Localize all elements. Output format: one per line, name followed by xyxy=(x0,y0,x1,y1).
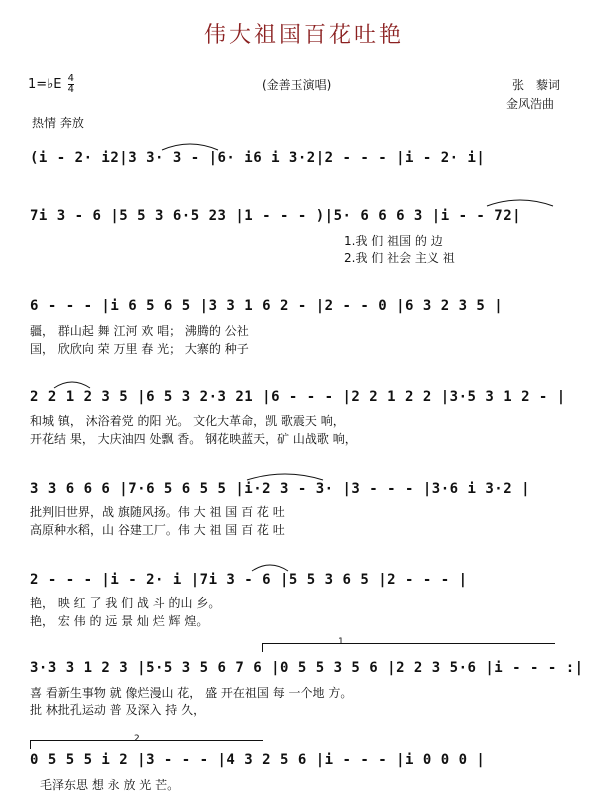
notation-system-8: 0 5 5 5 i 2 |3 - - - |4 3 2 5 6 |i - - - |i 0 0 0 | xyxy=(30,752,486,768)
lyric-line-1: 喜 看新生事物 就 像烂漫山 花， 盛 开在祖国 每 一个地 方。 xyxy=(30,686,353,700)
notation-system-2: 7i 3 - 6 |5 5 3 6·5 23 |1 - - - )|5· 6 6 6 3 |i - - 72| xyxy=(30,208,522,224)
key-signature xyxy=(28,74,74,95)
lyric-line-2: 艳， 宏 伟 的 远 景 灿 烂 辉 煌。 xyxy=(30,614,209,628)
slur-mark xyxy=(250,561,290,573)
singer-credit: (金善玉演唱) xyxy=(262,78,332,92)
lyric-line-1: 毛泽东思 想 永 放 光 芒。 xyxy=(40,778,180,792)
lyric-line-1: 和城 镇， 沐浴着党 的阳 光。 文化大革命，凯 歌震天 响， xyxy=(30,414,345,428)
lyric-line-1: 疆， 群山起 舞 江河 欢 唱； 沸腾的 公社 xyxy=(30,324,249,338)
song-title: 伟大祖国百花吐艳 xyxy=(203,23,404,48)
notation-system-6: 2 - - - |i - 2· i |7i 3 - 6 |5 5 3 6 5 |2 - - - | xyxy=(30,572,468,588)
slur-mark xyxy=(245,470,325,482)
first-ending-bracket xyxy=(262,643,555,652)
slur-mark xyxy=(52,378,92,390)
tempo-marking: 热情 奔放 xyxy=(32,116,84,130)
lyric-line-2: 开花结 果， 大庆油四 处飘 香。 钢花映蓝天，矿 山战歌 响， xyxy=(30,432,357,446)
slur-mark xyxy=(485,196,555,208)
slur-mark xyxy=(160,140,220,152)
lyric-line-1: 批判旧世界，战 旗随风扬。伟 大 祖 国 百 花 吐 xyxy=(30,505,285,519)
notation-system-1: (i - 2· i2|3 3· 3 - |6· i6 i 3·2|2 - - - |i - 2· i| xyxy=(30,150,486,166)
second-ending-number: 2 xyxy=(134,734,140,744)
notation-system-5: 3 3 6 6 6 |7·6 5 6 5 5 |i·2 3 - 3· |3 - - - |3·6 i 3·2 | xyxy=(30,481,531,497)
lyric-line-1: 艳， 映 红 了 我 们 战 斗 的山 乡。 xyxy=(30,596,221,610)
composer-credit: 金风浩曲 xyxy=(506,97,555,111)
notation-system-3: 6 - - - |i 6 5 6 5 |3 3 1 6 2 - |2 - - 0 |6 3 2 3 5 | xyxy=(30,298,504,314)
notation-system-4: 2 2 1 2 3 5 |6 5 3 2·3 21 |6 - - - |2 2 1 2 2 |3·5 3 1 2 - | xyxy=(30,389,566,405)
lyric-line-2: 批 林批孔运动 普 及深入 持 久， xyxy=(30,703,206,717)
time-signature xyxy=(68,74,74,95)
lyric-line-1: 1.我 们 祖国 的 边 xyxy=(344,234,443,248)
lyric-line-2: 2.我 们 社会 主义 祖 xyxy=(344,251,455,265)
lyric-line-2: 高原种水稻，山 谷建工厂。伟 大 祖 国 百 花 吐 xyxy=(30,523,285,537)
lyricist-credit: 张 藜词 xyxy=(512,78,561,92)
second-ending-bracket xyxy=(30,740,263,749)
key-label: 1=♭E xyxy=(28,77,62,92)
lyric-line-2: 国， 欣欣向 荣 万里 春 光； 大寨的 种子 xyxy=(30,342,249,356)
time-denominator: 4 xyxy=(67,84,75,95)
notation-system-7: 3·3 3 1 2 3 |5·5 3 5 6 7 6 |0 5 5 3 5 6 |2 2 3 5·6 |i - - - :| xyxy=(30,660,584,676)
time-numerator: 4 xyxy=(67,73,75,84)
first-ending-number: 1 xyxy=(338,637,344,647)
